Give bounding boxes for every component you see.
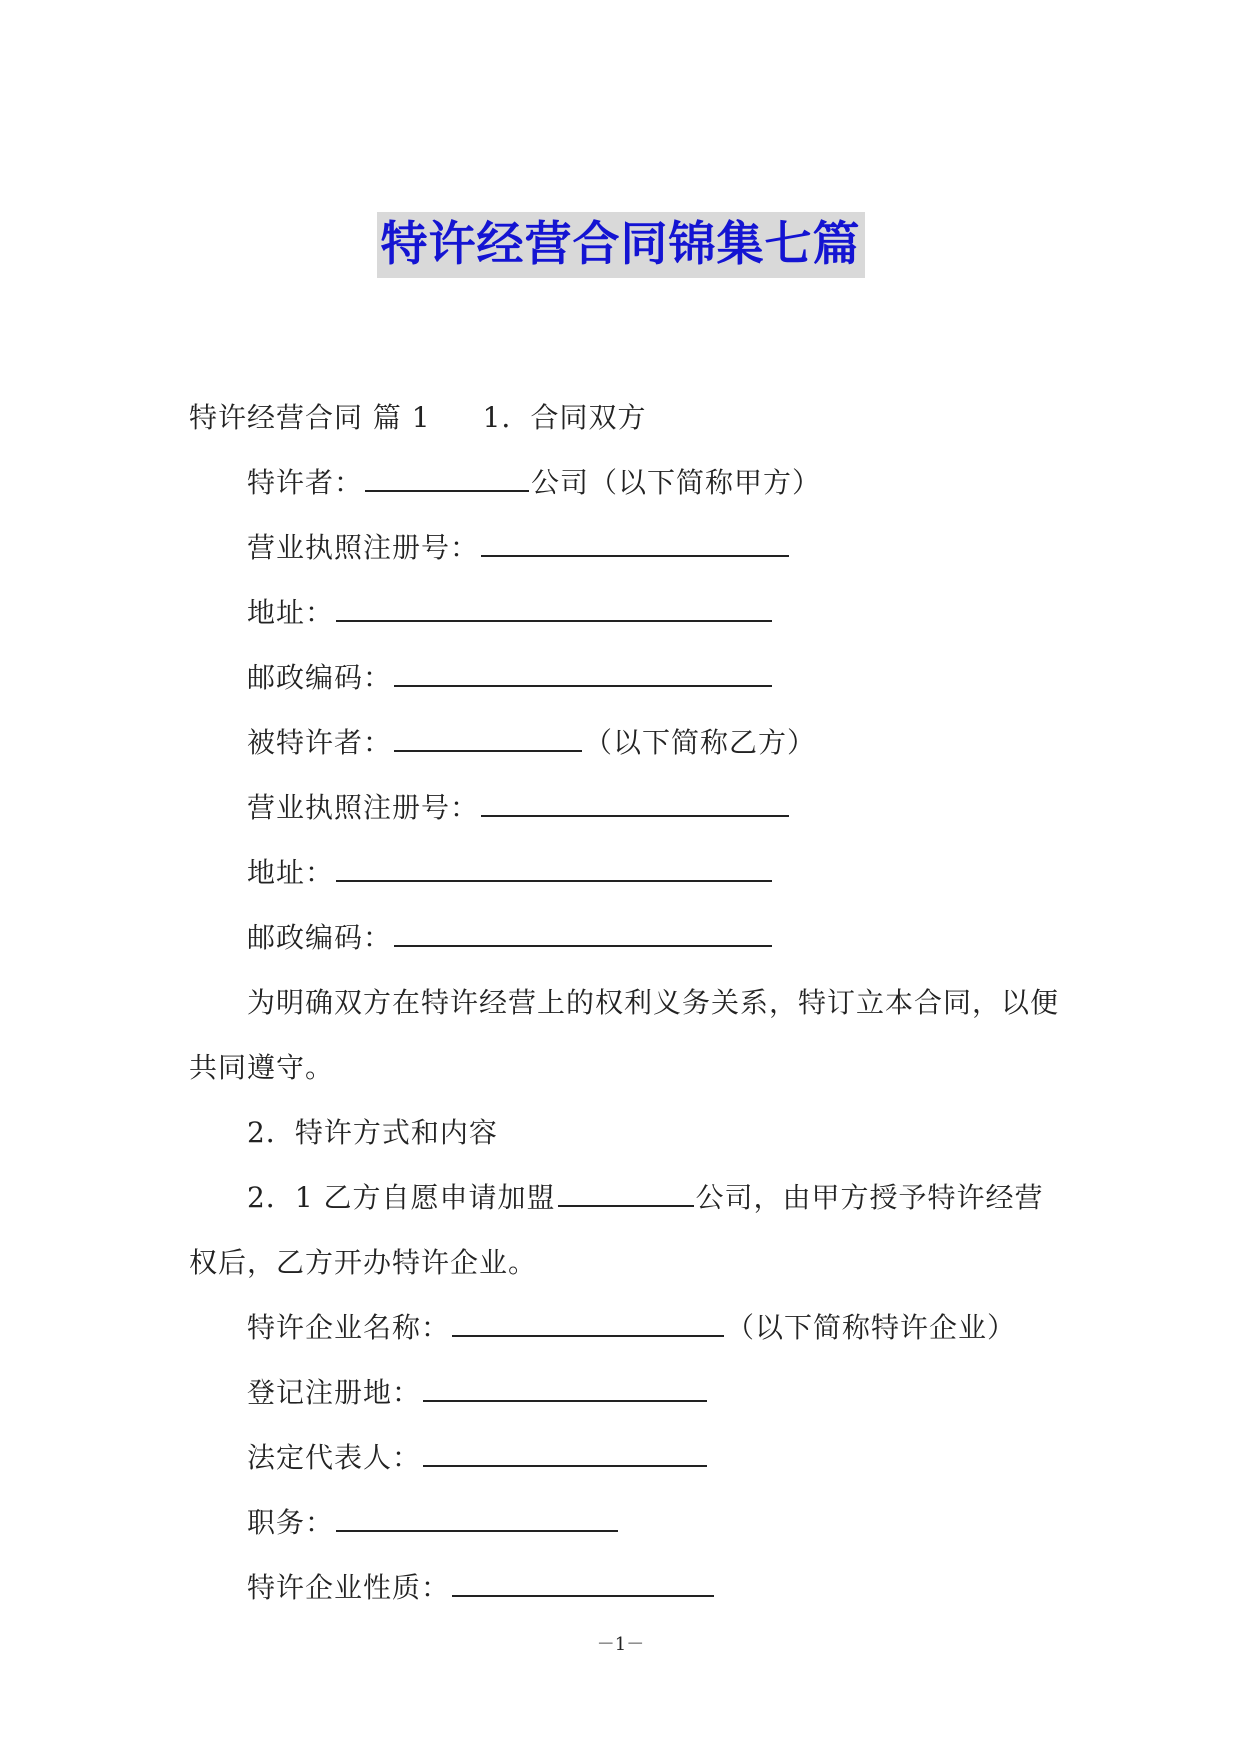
section-subheading: 1．合同双方 xyxy=(482,401,647,434)
registered-place-blank[interactable] xyxy=(423,1376,707,1402)
address-line-2 xyxy=(189,840,1061,905)
clause-2-1-blank[interactable] xyxy=(558,1181,694,1207)
document-body xyxy=(189,385,1061,1620)
section-2-line xyxy=(189,1100,1061,1165)
section-2-heading: 2．特许方式和内容 xyxy=(247,1116,498,1149)
postcode-label-2: 邮政编码： xyxy=(247,921,393,954)
postcode-line-2 xyxy=(189,905,1061,970)
postcode-blank-2[interactable] xyxy=(394,921,772,947)
license-no-label-2: 营业执照注册号： xyxy=(247,791,480,824)
postcode-blank-1[interactable] xyxy=(394,661,772,687)
franchisee-suffix: （以下简称乙方） xyxy=(584,726,817,759)
enterprise-nature-blank[interactable] xyxy=(452,1571,714,1597)
purpose-text-2: 共同遵守。 xyxy=(189,1051,335,1084)
clause-2-1-line xyxy=(189,1165,1061,1230)
franchisor-line xyxy=(189,450,1061,515)
position-line xyxy=(189,1490,1061,1555)
clause-2-1-text-a: 2．1 乙方自愿申请加盟 xyxy=(247,1181,556,1214)
license-no-label-1: 营业执照注册号： xyxy=(247,531,480,564)
enterprise-name-label: 特许企业名称： xyxy=(247,1311,451,1344)
franchisee-blank[interactable] xyxy=(394,726,582,752)
position-label: 职务： xyxy=(247,1506,335,1539)
address-line-1 xyxy=(189,580,1061,645)
enterprise-name-line xyxy=(189,1295,1061,1360)
address-label-1: 地址： xyxy=(247,596,335,629)
legal-rep-label: 法定代表人： xyxy=(247,1441,422,1474)
license-no-blank-2[interactable] xyxy=(481,791,789,817)
position-blank[interactable] xyxy=(336,1506,618,1532)
purpose-text-1: 为明确双方在特许经营上的权利义务关系，特订立本合同，以便 xyxy=(247,986,1060,1019)
section-heading-line xyxy=(189,385,1061,450)
legal-rep-line xyxy=(189,1425,1061,1490)
franchisor-blank[interactable] xyxy=(365,466,529,492)
section-heading: 特许经营合同 篇 1 xyxy=(189,401,431,434)
page-number: －1－ xyxy=(596,1634,645,1655)
address-blank-1[interactable] xyxy=(336,596,772,622)
enterprise-name-blank[interactable] xyxy=(452,1311,724,1337)
registered-place-label: 登记注册地： xyxy=(247,1376,422,1409)
postcode-label-1: 邮政编码： xyxy=(247,661,393,694)
address-label-2: 地址： xyxy=(247,856,335,889)
enterprise-nature-line xyxy=(189,1555,1061,1620)
clause-2-1-text-b: 公司，由甲方授予特许经营 xyxy=(695,1181,1044,1214)
franchisee-line xyxy=(189,710,1061,775)
clause-2-1-text-c: 权后，乙方开办特许企业。 xyxy=(189,1246,538,1279)
enterprise-nature-label: 特许企业性质： xyxy=(247,1571,451,1604)
license-no-line-1 xyxy=(189,515,1061,580)
purpose-line-1 xyxy=(189,970,1061,1035)
address-blank-2[interactable] xyxy=(336,856,772,882)
franchisor-label: 特许者： xyxy=(247,466,364,499)
clause-2-1-continuation xyxy=(189,1230,1061,1295)
enterprise-name-suffix: （以下简称特许企业） xyxy=(726,1311,1017,1344)
license-no-line-2 xyxy=(189,775,1061,840)
document-title: 特许经营合同锦集七篇 xyxy=(377,212,865,278)
franchisor-suffix: 公司（以下简称甲方） xyxy=(531,466,822,499)
postcode-line-1 xyxy=(189,645,1061,710)
legal-rep-blank[interactable] xyxy=(423,1441,707,1467)
title-container xyxy=(0,212,1241,278)
registered-place-line xyxy=(189,1360,1061,1425)
franchisee-label: 被特许者： xyxy=(247,726,393,759)
purpose-line-2 xyxy=(189,1035,1061,1100)
license-no-blank-1[interactable] xyxy=(481,531,789,557)
